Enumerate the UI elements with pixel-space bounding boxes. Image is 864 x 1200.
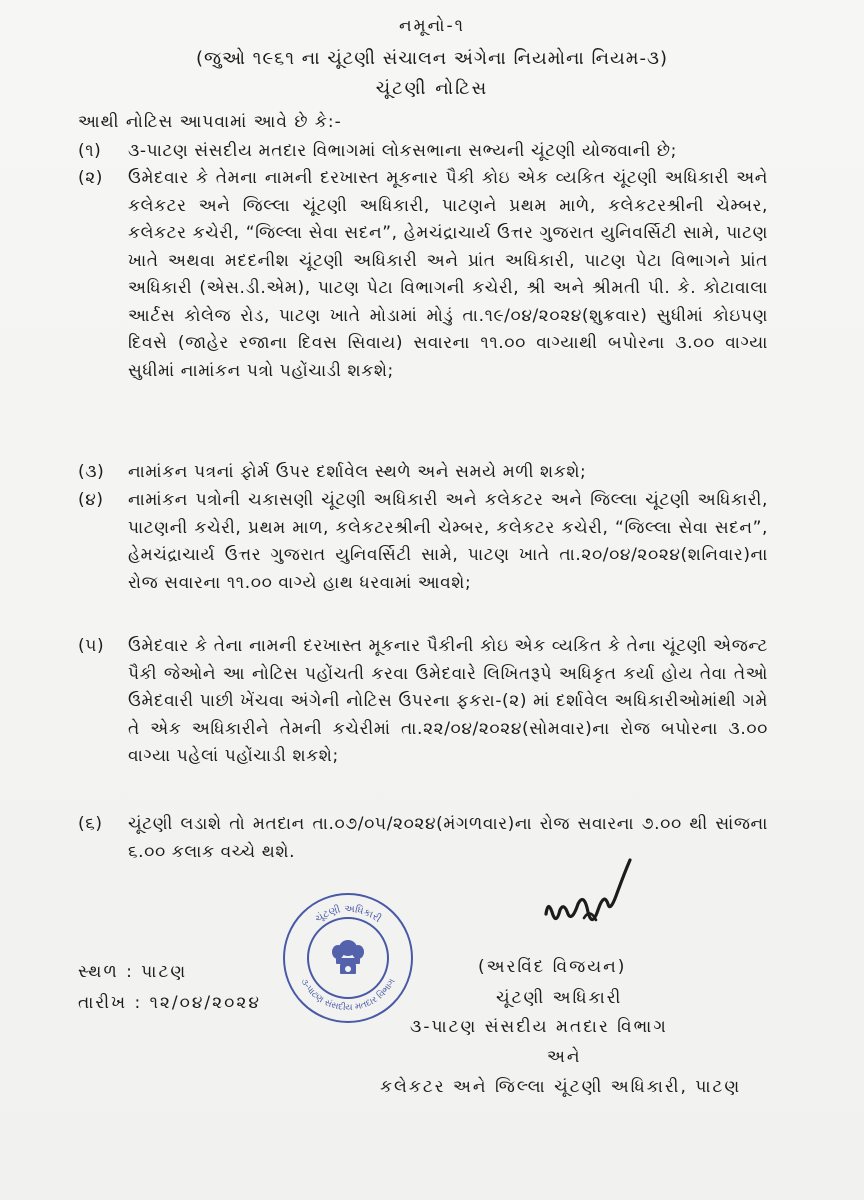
item-number: (૪) bbox=[78, 490, 104, 510]
item-text: નામાંકન પત્રનાં ફોર્મ ઉપર દર્શાવેલ સ્થળે અને સમયે મળી શકશે; bbox=[128, 462, 587, 482]
date-line: તારીખ : ૧૨/૦૪/૨૦૨૪ bbox=[78, 993, 261, 1013]
place-line: સ્થળ : પાટણ bbox=[78, 962, 188, 982]
item-number: (૩) bbox=[78, 462, 105, 482]
signatory-collector-role: કલેકટર અને જિલ્લા ચૂંટણી અધિકારી, પાટણ bbox=[380, 1077, 742, 1097]
form-number: નમૂનો-૧ bbox=[398, 16, 466, 36]
notice-items bbox=[78, 138, 768, 867]
seal-text-top: ચૂંટણી અધિકારી bbox=[313, 903, 383, 925]
item-text: ચૂંટણી લડાશે તો મતદાન તા.૦૭/૦૫/૨૦૨૪(મંગળવાર)ના રોજ સવારના ૭.૦૦ થી સાંજના ૬.૦૦ કલાક વચ્ચે થશે. bbox=[128, 814, 768, 862]
list-item bbox=[78, 165, 768, 459]
signature-icon bbox=[538, 852, 658, 942]
item-text: નામાંકન પત્રોની ચકાસણી ચૂંટણી અધિકારી અને કલેકટર અને જિલ્લા ચૂંટણી અધિકારી, પાટણની કચેરી, પ્રથમ માળ, કલેકટરશ્રીની ચેમ્બર, કલેકટર કચેરી, “જિલ્લા સેવા સદન”, હેમચંદ્રાચાર્ય ઉત્તર ગુજરાત યુનિવર્સિટી સામે, પાટણ ખાતે તા.૨૦/૦૪/૨૦૨૪(શનિવાર)ના રોજ સવારના ૧૧.૦૦ વાગ્યે હાથ ધરવામાં આવશે; bbox=[128, 490, 768, 593]
intro-text: આથી નોટિસ આપવામાં આવે છે કે:- bbox=[78, 112, 342, 132]
item-text: ૩-પાટણ સંસદીય મતદાર વિભાગમાં લોકસભાના સભ્યની ચૂંટણી યોજવાની છે; bbox=[128, 141, 677, 161]
item-number: (૬) bbox=[78, 814, 103, 834]
rule-reference: (જુઓ ૧૯૬૧ ના ચૂંટણી સંચાલન અંગેના નિયમોના નિયમ-૩) bbox=[196, 48, 668, 69]
list-item bbox=[78, 459, 768, 487]
signatory-name: (અરવિંદ વિજયન) bbox=[478, 957, 627, 977]
national-emblem-icon bbox=[332, 940, 364, 974]
list-item bbox=[78, 633, 768, 811]
item-number: (૨) bbox=[78, 168, 104, 188]
item-number: (૧) bbox=[78, 141, 102, 161]
item-text: ઉમેદવાર કે તેમના નામની દરખાસ્ત મૂકનાર પૈકી કોઇ એક વ્યકિત ચૂંટણી અધિકારી અને કલેકટર અને જિલ્લા ચૂંટણી અધિકારી, પાટણને પ્રથમ માળે, કલેકટરશ્રીની ચેમ્બર, કલેકટર કચેરી, “જિલ્લા સેવા સદન”, હેમચંદ્રાચાર્ય ઉત્તર ગુજરાત યુનિવર્સિટી સામે, પાટણ ખાતે અથવા મદદનીશ ચૂંટણી અધિકારી અને પ્રાંત અધિકારી, પાટણ પેટા વિભાગને પ્રાંત અધિકારી (એસ.ડી.એમ), પાટણ પેટા વિભાગની કચેરી, શ્રી અને શ્રીમતી પી. કે. કોટાવાલા આર્ટસ કોલેજ રોડ, પાટણ ખાતે મોડામાં મોડું તા.૧૯/૦૪/૨૦૨૪(શુક્રવાર) સુધીમાં કોઇપણ દિવસે (જાહેર રજાના દિવસ સિવાય) સવારના ૧૧.૦૦ વાગ્યાથી બપોરના ૩.૦૦ વાગ્યા સુધીમાં નામાંકન પત્રો પહોંચાડી શકશે; bbox=[128, 168, 768, 381]
list-item bbox=[78, 487, 768, 633]
signatory-constituency: ૩-પાટણ સંસદીય મતદાર વિભાગ bbox=[410, 1017, 668, 1037]
seal-text-bottom: ૩-પાટણ સંસદીય મતદાર વિભાગ bbox=[298, 977, 398, 1014]
official-seal-icon bbox=[278, 888, 418, 1028]
signatory-conjunction: અને bbox=[547, 1047, 582, 1067]
page-title: ચૂંટણી નોટિસ bbox=[375, 78, 489, 99]
list-item bbox=[78, 138, 768, 165]
item-text: ઉમેદવાર કે તેના નામની દરખાસ્ત મૂકનાર પૈકીની કોઇ એક વ્યકિત કે તેના ચૂંટણી એજન્ટ પૈકી જેઓને આ નોટિસ પહોંચતી કરવા ઉમેદવારે લિખિતરૂપે અધિકૃત કર્યા હોય તેવા તેઓ ઉમેદવારી પાછી ખેંચવા અંગેની નોટિસ ઉપરના ફકરા-(૨) માં દર્શાવેલ અધિકારીઓમાંથી ગમે તે એક અધિકારીને તેમની કચેરીમાં તા.૨૨/૦૪/૨૦૨૪(સોમવાર)ના રોજ બપોરના ૩.૦૦ વાગ્યા પહેલાં પહોંચાડી શકશે; bbox=[128, 636, 768, 766]
list-item bbox=[78, 811, 768, 867]
item-number: (૫) bbox=[78, 636, 105, 656]
signatory-role: ચૂંટણી અધિકારી bbox=[496, 988, 623, 1008]
